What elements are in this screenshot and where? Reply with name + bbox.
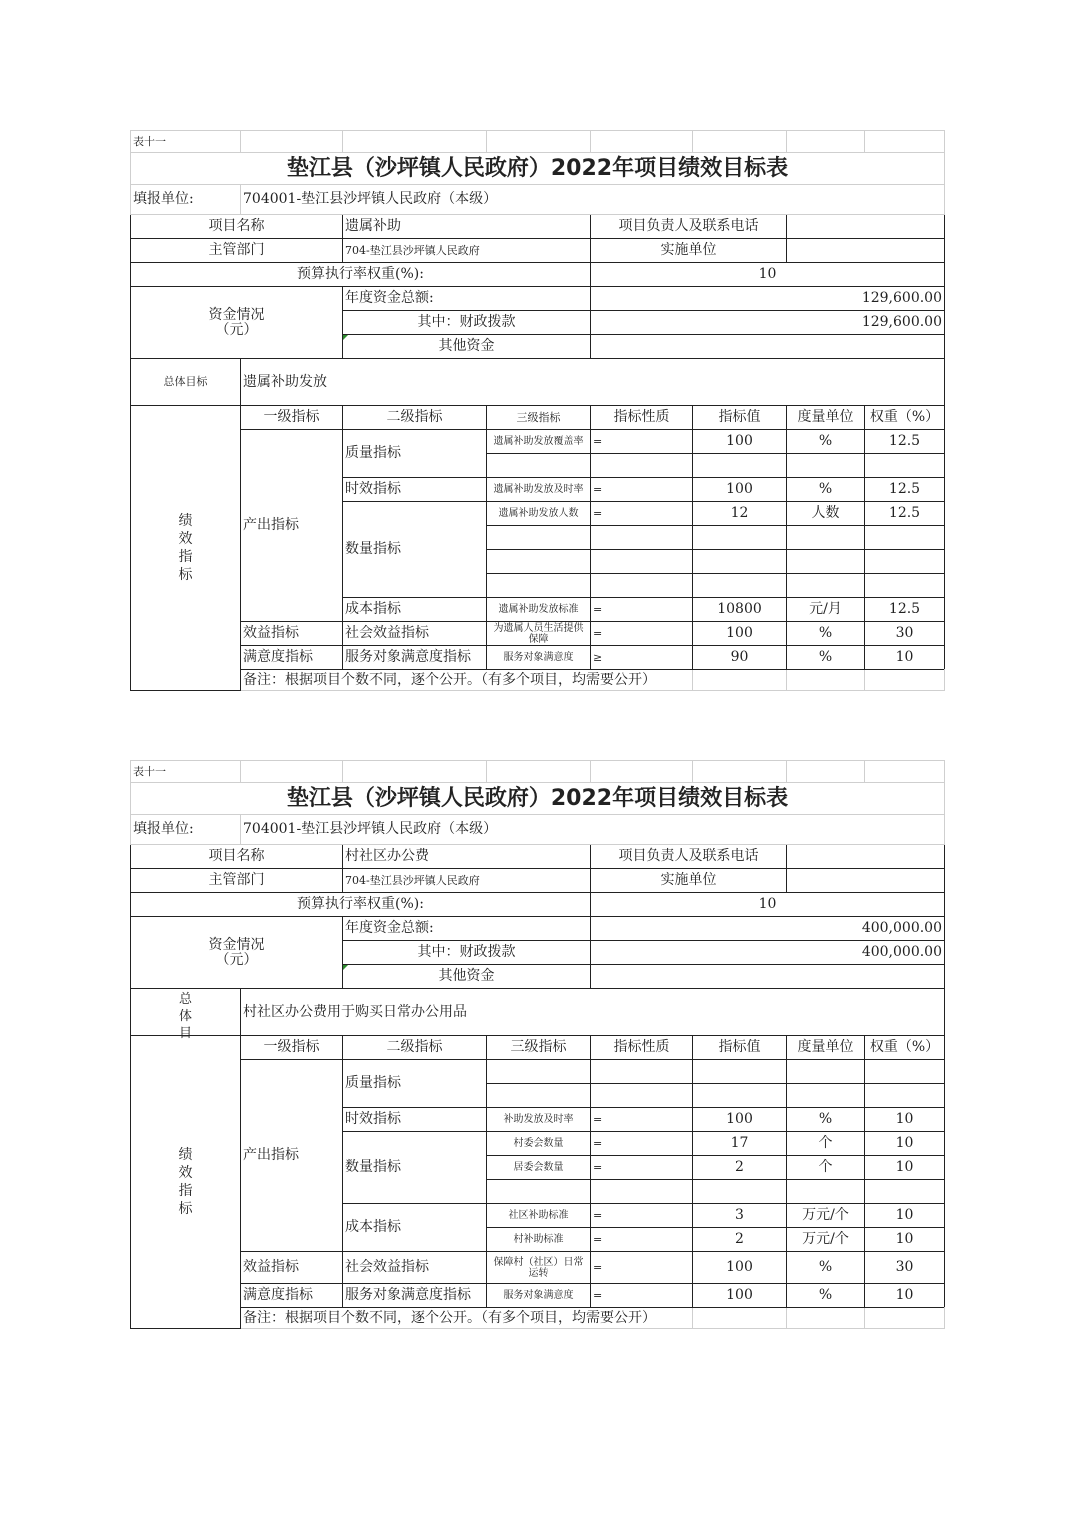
indicator-weight: 12.5 xyxy=(865,502,945,526)
fund-label-text: 资金情况 xyxy=(208,936,265,953)
header-unit: 度量单位 xyxy=(787,406,865,430)
indicator-nature: = xyxy=(591,430,693,454)
indicator-value: 100 xyxy=(693,478,787,502)
table-title: 垫江县（沙坪镇人民政府）2022年项目绩效目标表 xyxy=(131,153,945,185)
level2-service: 服务对象满意度指标 xyxy=(343,646,487,670)
level1-benefit: 效益指标 xyxy=(241,622,343,646)
indicator-weight: 10 xyxy=(865,1108,945,1132)
fund-unit-text: （元） xyxy=(215,951,258,968)
indicator-name: 社区补助标准 xyxy=(487,1204,591,1228)
perf-label-char: 效 xyxy=(178,1164,193,1181)
level2-social: 社会效益指标 xyxy=(343,1252,487,1284)
indicator-value: 12 xyxy=(693,502,787,526)
indicator-nature: = xyxy=(591,502,693,526)
table-note: 备注：根据项目个数不同，逐个公开。（有多个项目，均需要公开） xyxy=(241,670,693,691)
weight-value: 10 xyxy=(591,263,945,287)
level2-quality: 质量指标 xyxy=(343,1060,487,1108)
header-nature: 指标性质 xyxy=(591,406,693,430)
indicator-value: 100 xyxy=(693,430,787,454)
table-title: 垫江县（沙坪镇人民政府）2022年项目绩效目标表 xyxy=(131,783,945,815)
unit-value: 704001-垫江县沙坪镇人民政府（本级） xyxy=(241,185,945,215)
perf-label-char: 标 xyxy=(178,1201,193,1218)
goal-label xyxy=(131,989,241,1041)
indicator-nature: = xyxy=(591,1252,693,1284)
indicator-weight: 30 xyxy=(865,1252,945,1284)
indicator-name: 村委会数量 xyxy=(487,1132,591,1156)
table-note: 备注：根据项目个数不同，逐个公开。（有多个项目，均需要公开） xyxy=(241,1308,693,1329)
indicator-weight: 10 xyxy=(865,1132,945,1156)
header-nature: 指标性质 xyxy=(591,1036,693,1060)
header-unit: 度量单位 xyxy=(787,1036,865,1060)
indicator-nature: = xyxy=(591,1132,693,1156)
other-label: 其他资金 xyxy=(343,965,591,989)
indicator-unit: % xyxy=(787,646,865,670)
perf-label-char: 效 xyxy=(178,530,193,547)
dept-value: 704-垫江县沙坪镇人民政府 xyxy=(343,239,591,263)
goal-label-char: 总 xyxy=(178,992,192,1008)
impl-label: 实施单位 xyxy=(591,869,787,893)
level2-cost: 成本指标 xyxy=(343,1204,487,1252)
level1-satisfaction: 满意度指标 xyxy=(241,646,343,670)
indicator-name: 补助发放及时率 xyxy=(487,1108,591,1132)
header-level2: 二级指标 xyxy=(343,1036,487,1060)
goal-value: 遗属补助发放 xyxy=(241,359,945,406)
unit-value: 704001-垫江县沙坪镇人民政府（本级） xyxy=(241,815,945,845)
level1-output: 产出指标 xyxy=(241,430,343,622)
indicator-value: 17 xyxy=(693,1132,787,1156)
perf-label-char: 绩 xyxy=(178,1146,193,1163)
header-value: 指标值 xyxy=(693,1036,787,1060)
total-value: 129,600.00 xyxy=(591,287,945,311)
indicator-nature: = xyxy=(591,622,693,646)
indicator-unit: % xyxy=(787,430,865,454)
indicator-nature: = xyxy=(591,1108,693,1132)
table-tag: 表十一 xyxy=(131,761,241,783)
indicator-nature: = xyxy=(591,1228,693,1252)
indicator-weight: 12.5 xyxy=(865,430,945,454)
indicator-name: 为遗属人员生活提供保障 xyxy=(487,622,591,646)
indicator-nature: = xyxy=(591,478,693,502)
indicator-nature: = xyxy=(591,598,693,622)
indicator-weight: 10 xyxy=(865,1284,945,1308)
indicator-weight: 10 xyxy=(865,646,945,670)
indicator-value: 10800 xyxy=(693,598,787,622)
project-name-label: 项目名称 xyxy=(131,845,343,869)
indicator-name: 居委会数量 xyxy=(487,1156,591,1180)
indicator-name: 遗属补助发放标准 xyxy=(487,598,591,622)
goal-value: 村社区办公费用于购买日常办公用品 xyxy=(241,989,945,1036)
indicator-unit: 万元/个 xyxy=(787,1204,865,1228)
impl-label: 实施单位 xyxy=(591,239,787,263)
performance-table-1 xyxy=(130,130,944,691)
indicator-weight: 10 xyxy=(865,1204,945,1228)
fiscal-value: 129,600.00 xyxy=(591,311,945,335)
contact-value xyxy=(787,845,945,869)
level1-satisfaction: 满意度指标 xyxy=(241,1284,343,1308)
other-value xyxy=(591,965,945,989)
total-value: 400,000.00 xyxy=(591,917,945,941)
goal-label-char: 体 xyxy=(178,1009,192,1024)
indicator-weight: 10 xyxy=(865,1156,945,1180)
indicator-nature: = xyxy=(591,1204,693,1228)
performance-table-2 xyxy=(130,760,944,1329)
impl-value xyxy=(787,869,945,893)
level2-time: 时效指标 xyxy=(343,478,487,502)
fund-label xyxy=(131,917,343,989)
indicator-value: 100 xyxy=(693,1284,787,1308)
unit-label: 填报单位: xyxy=(131,815,241,845)
fund-label xyxy=(131,287,343,359)
level2-quality: 质量指标 xyxy=(343,430,487,478)
table-tag: 表十一 xyxy=(131,131,241,153)
total-label: 年度资金总额: xyxy=(343,917,591,941)
indicator-name: 遗属补助发放及时率 xyxy=(487,478,591,502)
dept-label: 主管部门 xyxy=(131,239,343,263)
header-level3: 三级指标 xyxy=(487,406,591,430)
indicator-unit: % xyxy=(787,1252,865,1284)
goal-label-char: 目 xyxy=(178,1025,192,1041)
header-weight: 权重（%） xyxy=(865,1036,945,1060)
impl-value xyxy=(787,239,945,263)
indicator-nature: ≥ xyxy=(591,646,693,670)
perf-label xyxy=(131,1036,241,1329)
level1-output: 产出指标 xyxy=(241,1060,343,1252)
perf-label xyxy=(131,406,241,691)
contact-label: 项目负责人及联系电话 xyxy=(591,215,787,239)
indicator-unit: % xyxy=(787,478,865,502)
level2-social: 社会效益指标 xyxy=(343,622,487,646)
fiscal-label: 其中：财政拨款 xyxy=(343,311,591,335)
weight-label: 预算执行率权重(%): xyxy=(131,893,591,917)
weight-label: 预算执行率权重(%): xyxy=(131,263,591,287)
indicator-nature: = xyxy=(591,1284,693,1308)
indicator-weight: 12.5 xyxy=(865,598,945,622)
other-value xyxy=(591,335,945,359)
fund-label-text: 资金情况 xyxy=(208,306,265,323)
indicator-weight: 12.5 xyxy=(865,478,945,502)
indicator-unit: % xyxy=(787,622,865,646)
header-level1: 一级指标 xyxy=(241,406,343,430)
indicator-weight: 30 xyxy=(865,622,945,646)
header-weight: 权重（%） xyxy=(865,406,945,430)
indicator-name: 服务对象满意度 xyxy=(487,1284,591,1308)
indicator-value: 100 xyxy=(693,1108,787,1132)
indicator-unit: 人数 xyxy=(787,502,865,526)
perf-label-char: 指 xyxy=(178,1183,193,1199)
indicator-value: 90 xyxy=(693,646,787,670)
other-label: 其他资金 xyxy=(343,335,591,359)
level1-benefit: 效益指标 xyxy=(241,1252,343,1284)
goal-label: 总体目标 xyxy=(131,359,241,406)
level2-quantity: 数量指标 xyxy=(343,1132,487,1204)
indicator-value: 3 xyxy=(693,1204,787,1228)
indicator-weight: 10 xyxy=(865,1228,945,1252)
level2-cost: 成本指标 xyxy=(343,598,487,622)
indicator-value: 2 xyxy=(693,1228,787,1252)
fiscal-value: 400,000.00 xyxy=(591,941,945,965)
level2-service: 服务对象满意度指标 xyxy=(343,1284,487,1308)
project-name-value: 遗属补助 xyxy=(343,215,591,239)
perf-label-char: 绩 xyxy=(178,512,193,529)
indicator-unit: 个 xyxy=(787,1132,865,1156)
indicator-name: 保障村（社区）日常运转 xyxy=(487,1252,591,1284)
indicator-value: 100 xyxy=(693,622,787,646)
project-name-value: 村社区办公费 xyxy=(343,845,591,869)
indicator-name: 遗属补助发放覆盖率 xyxy=(487,430,591,454)
dept-label: 主管部门 xyxy=(131,869,343,893)
indicator-value: 100 xyxy=(693,1252,787,1284)
unit-label: 填报单位: xyxy=(131,185,241,215)
contact-label: 项目负责人及联系电话 xyxy=(591,845,787,869)
indicator-value: 2 xyxy=(693,1156,787,1180)
header-level1: 一级指标 xyxy=(241,1036,343,1060)
level2-time: 时效指标 xyxy=(343,1108,487,1132)
header-level3: 三级指标 xyxy=(487,1036,591,1060)
total-label: 年度资金总额: xyxy=(343,287,591,311)
indicator-unit: 元/月 xyxy=(787,598,865,622)
indicator-name: 遗属补助发放人数 xyxy=(487,502,591,526)
level2-quantity: 数量指标 xyxy=(343,502,487,598)
indicator-unit: 万元/个 xyxy=(787,1228,865,1252)
indicator-unit: 个 xyxy=(787,1156,865,1180)
header-level2: 二级指标 xyxy=(343,406,487,430)
perf-label-char: 标 xyxy=(178,567,193,584)
indicator-unit: % xyxy=(787,1108,865,1132)
dept-value: 704-垫江县沙坪镇人民政府 xyxy=(343,869,591,893)
indicator-nature: = xyxy=(591,1156,693,1180)
indicator-name: 村补助标准 xyxy=(487,1228,591,1252)
indicator-name: 服务对象满意度 xyxy=(487,646,591,670)
indicator-unit: % xyxy=(787,1284,865,1308)
fiscal-label: 其中：财政拨款 xyxy=(343,941,591,965)
contact-value xyxy=(787,215,945,239)
header-value: 指标值 xyxy=(693,406,787,430)
project-name-label: 项目名称 xyxy=(131,215,343,239)
fund-unit-text: （元） xyxy=(215,321,258,338)
perf-label-char: 指 xyxy=(178,549,193,565)
weight-value: 10 xyxy=(591,893,945,917)
